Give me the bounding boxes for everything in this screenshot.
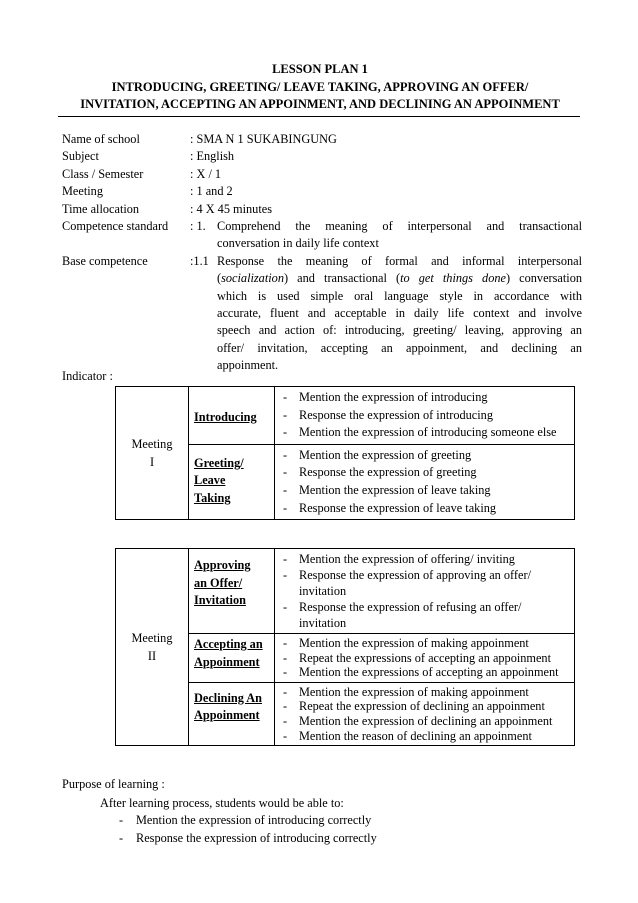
info-label: Time allocation — [62, 201, 140, 216]
info-value: : 1 and 2 — [190, 184, 233, 199]
info-value — [217, 218, 582, 253]
info-label: Subject — [62, 149, 99, 164]
topic-approving — [189, 549, 275, 634]
topic-declining — [189, 682, 275, 745]
list-item: - Repeat the expression of declining an appoinment — [281, 699, 570, 714]
list-item: - Mention the expression of offering/ inviting — [281, 551, 570, 567]
base-emphasis: to get things done — [400, 271, 506, 286]
info-row-school — [62, 131, 582, 148]
info-value: : English — [190, 149, 235, 164]
info-prefix: :1.1 — [190, 253, 209, 268]
table-row — [116, 387, 575, 445]
info-row-time — [62, 201, 582, 218]
base-line: Response the meaning of formal and informal interpersonal — [217, 253, 582, 268]
topic-line: Accepting an — [194, 637, 263, 651]
indicator-items — [275, 634, 575, 683]
base-line: accurate, fluent and acceptable in daily life context and involve — [217, 306, 582, 321]
topic-line: Invitation — [194, 593, 246, 607]
base-line: which is used simple oral language style in accordance with — [217, 288, 582, 303]
list-item: - Mention the expression of declining an appoinment — [281, 714, 570, 729]
meeting-number: II — [147, 649, 157, 664]
lesson-info — [62, 131, 582, 375]
list-item: - Mention the expression of introducing correctly — [117, 812, 377, 830]
list-item: - Response the expression of introducing — [281, 407, 570, 425]
topic-greeting — [189, 444, 275, 519]
list-item: - Mention the reason of declining an appoinment — [281, 729, 570, 744]
list-item: - Response the expression of approving an offer/ invitation — [281, 567, 539, 599]
meeting-number: I — [149, 455, 155, 470]
lesson-plan-title: LESSON PLAN 1 — [272, 62, 368, 76]
base-emphasis: socialization — [221, 271, 284, 286]
topic-line: Declining An — [194, 690, 262, 705]
table-row — [116, 549, 575, 634]
list-item: - Mention the expression of making appoinment — [281, 685, 570, 700]
indicator-items — [275, 549, 575, 634]
list-item: - Mention the expressions of accepting an appoinment — [281, 665, 570, 680]
list-item: - Repeat the expressions of accepting an appoinment — [281, 651, 570, 666]
info-row-class — [62, 166, 582, 183]
info-label: Competence standard — [62, 219, 169, 234]
purpose-section — [62, 775, 377, 847]
list-item: - Mention the expression of introducing — [281, 389, 570, 407]
meeting-1-table — [115, 386, 575, 520]
info-value: : 4 X 45 minutes — [190, 201, 272, 216]
topic-line: Greeting/ — [194, 455, 244, 470]
list-item: - Response the expression of leave taking — [281, 500, 570, 518]
purpose-label: Purpose of learning : — [62, 777, 165, 791]
list-item: - Mention the expression of leave taking — [281, 482, 570, 500]
purpose-intro: After learning process, students would be able to: — [100, 795, 344, 810]
info-prefix: : 1. — [190, 219, 206, 234]
info-row-meeting — [62, 183, 582, 200]
base-text: ) conversation — [505, 271, 583, 286]
indicator-label: Indicator : — [62, 369, 113, 383]
topic-line: Taking — [194, 490, 231, 505]
base-text: ) and transactional ( — [283, 271, 401, 286]
info-label: Base competence — [62, 253, 148, 268]
competence-line: conversation in daily life context — [217, 236, 379, 251]
base-text: ( — [217, 271, 222, 286]
meeting-label — [116, 549, 189, 746]
info-row-subject — [62, 148, 582, 165]
meeting-label-line: Meeting — [131, 437, 173, 452]
info-row-competence — [62, 218, 582, 253]
topic-line: Leave — [194, 473, 226, 488]
topic-accepting — [189, 634, 275, 683]
list-item: - Response the expression of greeting — [281, 464, 570, 482]
indicator-items — [275, 444, 575, 519]
meeting-label-line: Meeting — [131, 631, 173, 646]
list-item: - Mention the expression of greeting — [281, 447, 570, 465]
indicator-items — [275, 387, 575, 445]
topic-introducing: Introducing — [189, 387, 275, 445]
title-divider — [58, 116, 580, 117]
info-label: Class / Semester — [62, 166, 144, 181]
info-value: : SMA N 1 SUKABINGUNG — [190, 132, 337, 146]
topic-line: Appoinment — [194, 654, 260, 669]
lesson-plan-subtitle-line1: INTRODUCING, GREETING/ LEAVE TAKING, APPROVING AN OFFER/ — [111, 80, 529, 94]
info-value — [217, 253, 582, 375]
info-value: : X / 1 — [190, 166, 222, 181]
info-label: Meeting — [62, 184, 103, 199]
list-item: - Mention the expression of introducing someone else — [281, 424, 570, 442]
info-label: Name of school — [62, 132, 140, 146]
base-line — [217, 270, 582, 287]
meeting-2-table — [115, 548, 575, 746]
topic-line: an Offer/ — [194, 575, 243, 590]
info-row-base-competence — [62, 253, 582, 375]
topic-line: Appoinment — [194, 708, 260, 723]
meeting-label — [116, 387, 189, 520]
competence-line: Comprehend the meaning of interpersonal and transactional — [217, 219, 582, 234]
topic-line: Approving — [194, 558, 251, 572]
lesson-plan-subtitle-line2: INVITATION, ACCEPTING AN APPOINMENT, AND DECLINING AN APPOINMENT — [80, 97, 560, 111]
list-item: - Response the expression of refusing an offer/ invitation — [281, 599, 539, 631]
indicator-items — [275, 682, 575, 745]
base-line: appoinment. — [217, 358, 279, 373]
list-item: - Mention the expression of making appoinment — [281, 636, 570, 651]
base-line: speech and action of: introducing, greeting/ leaving, approving an — [217, 323, 582, 338]
list-item: - Response the expression of introducing correctly — [117, 830, 377, 848]
base-line: offer/ invitation, accepting an appoinment, and declining an — [217, 340, 582, 355]
